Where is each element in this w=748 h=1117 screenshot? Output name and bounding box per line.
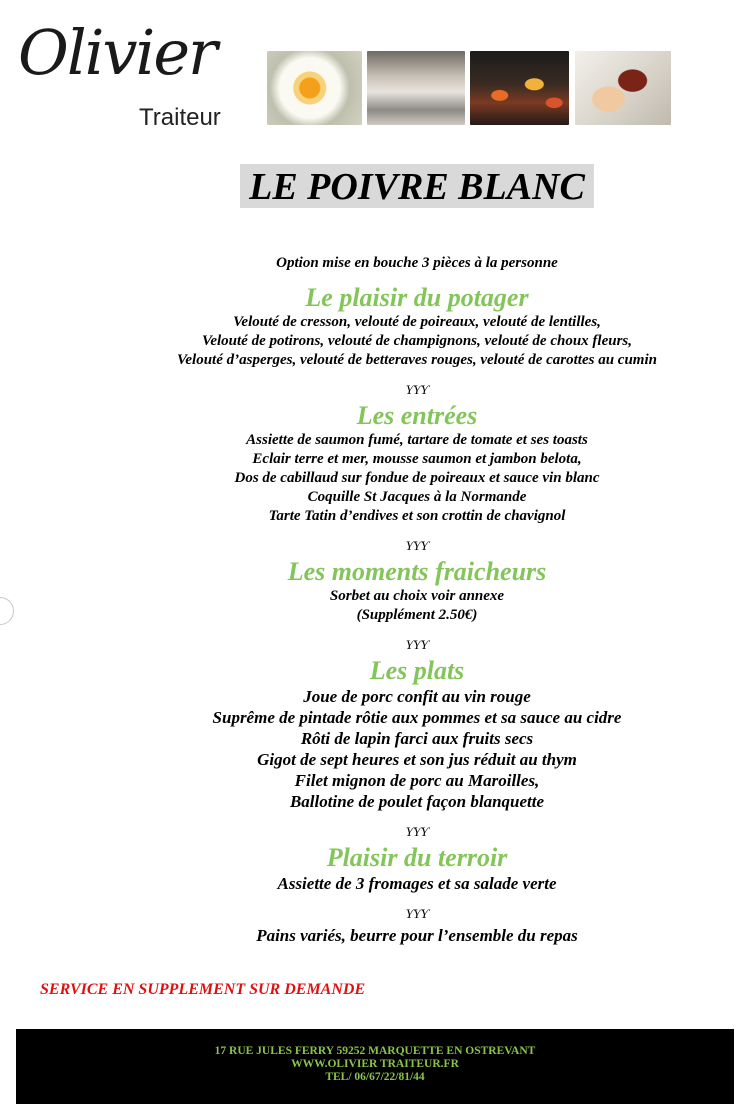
menu-item: Velouté de cresson, velouté de poireaux, velouté de lentilles,: [233, 314, 601, 330]
footer-phone: TEL/ 06/67/22/81/44: [325, 1071, 425, 1083]
logo-subtitle: Traiteur: [139, 104, 221, 131]
pains-text: Pains variés, beurre pour l’ensemble du repas: [256, 926, 578, 945]
separator-ornament: ƳƳƳ: [405, 824, 429, 839]
menu-item: Gigot de sept heures et son jus réduit au thym: [257, 750, 577, 769]
footer-website: WWW.OLIVIER TRAITEUR.FR: [291, 1058, 459, 1070]
plats-list: [86, 686, 748, 812]
section-title-plats: Les plats: [369, 656, 465, 685]
separator-ornament: ƳƳƳ: [405, 906, 429, 921]
menu-item: Assiette de 3 fromages et sa salade verte: [277, 874, 557, 893]
menu-item: Eclair terre et mer, mousse saumon et jambon belota,: [252, 451, 582, 467]
menu-item: Filet mignon de porc au Maroilles,: [294, 771, 540, 790]
menu-item: Sorbet au choix voir annexe: [329, 588, 505, 604]
menu-item: Assiette de saumon fumé, tartare de tomate et ses toasts: [246, 432, 588, 448]
footer-bar: [16, 1029, 734, 1104]
menu-item: Suprême de pintade rôtie aux pommes et sa sauce au cidre: [212, 708, 622, 727]
canapes-photo: [470, 51, 569, 125]
page-edge-circle-icon: [0, 597, 14, 625]
dining-room-photo: [367, 51, 465, 125]
menu-item: Coquille St Jacques à la Normande: [307, 489, 527, 505]
footer-address: 17 RUE JULES FERRY 59252 MARQUETTE EN OSTREVANT: [214, 1045, 536, 1057]
menu-item: Dos de cabillaud sur fondue de poireaux et sauce vin blanc: [234, 470, 600, 486]
menu-item: Joue de porc confit au vin rouge: [303, 687, 531, 706]
menu-title: LE POIVRE BLANC: [240, 164, 594, 208]
section-title-terroir: Plaisir du terroir: [326, 843, 508, 872]
dish-photo: [267, 51, 362, 125]
section-title-entrees: Les entrées: [356, 401, 478, 430]
menu-item: Ballotine de poulet façon blanquette: [289, 792, 545, 811]
service-notice: SERVICE EN SUPPLEMENT SUR DEMANDE: [40, 981, 366, 998]
separator-ornament: ƳƳƳ: [405, 637, 429, 652]
menu-item: Tarte Tatin d’endives et son crottin de chavignol: [268, 508, 566, 524]
section-title-fraicheurs: Les moments fraicheurs: [287, 557, 547, 586]
option-text: Option mise en bouche 3 pièces à la personne: [276, 255, 558, 271]
menu-item: Velouté de potirons, velouté de champignons, velouté de choux fleurs,: [202, 333, 632, 349]
separator-ornament: ƳƳƳ: [405, 538, 429, 553]
plated-meat-photo: [575, 51, 671, 125]
menu-item: Velouté d’asperges, velouté de betteraves rouges, velouté de carottes au cumin: [177, 352, 657, 368]
menu-item: (Supplément 2.50€): [356, 607, 478, 623]
section-title-potager: Le plaisir du potager: [305, 283, 529, 312]
logo-name: Olivier: [18, 16, 216, 89]
menu-item: Rôti de lapin farci aux fruits secs: [300, 729, 534, 748]
separator-ornament: ƳƳƳ: [405, 382, 429, 397]
menu-body: [86, 253, 748, 946]
olivier-traiteur-logo: [18, 16, 253, 137]
